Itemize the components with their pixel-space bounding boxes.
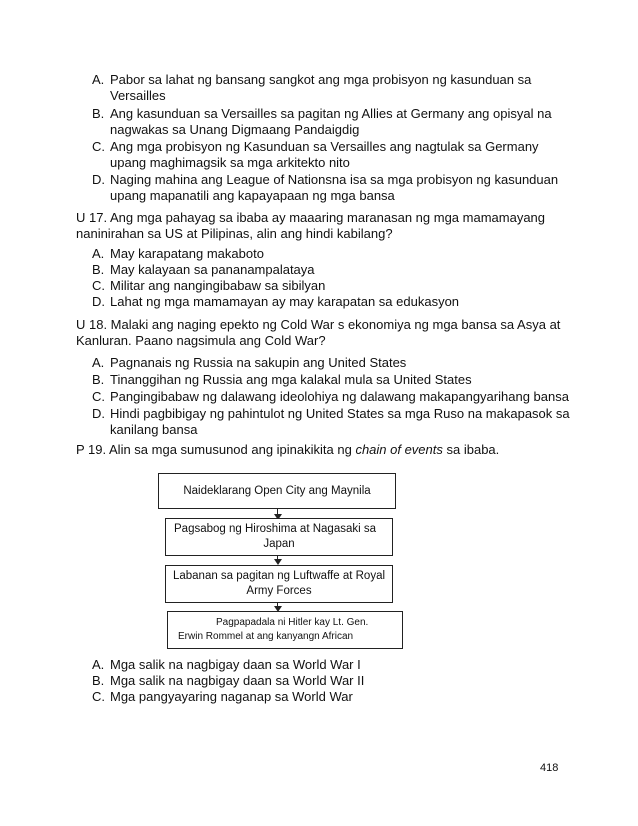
option-letter: D.: [92, 172, 105, 187]
prev-option-a: [92, 72, 531, 88]
q18-option-c: [92, 389, 569, 405]
q18-option-b: [92, 372, 472, 388]
option-letter: A.: [92, 246, 105, 261]
q19-question-italic: chain of events: [355, 442, 443, 457]
option-letter: B.: [92, 372, 105, 387]
q17-question-line-1: U 17. Ang mga pahayag sa ibaba ay maaaring maranasan ng mga mamamayang: [76, 210, 546, 225]
q19-question-suffix: sa ibaba.: [442, 442, 500, 457]
option-letter: B.: [92, 106, 105, 121]
option-text: Mga salik na nagbigay daan sa World War II: [110, 673, 365, 688]
option-letter: C.: [92, 139, 105, 154]
chain-box-3-line-1: Labanan sa pagitan ng Luftwaffe at Royal: [172, 570, 386, 582]
chain-box-4: [167, 611, 403, 649]
prev-option-c-cont: upang maghimagsik sa mga arkitekto nito: [110, 155, 350, 170]
option-letter: C.: [92, 278, 105, 293]
prev-option-a-cont: Versailles: [110, 88, 166, 103]
option-text: Ang kasunduan sa Versailles sa pagitan ng Allies at Germany ang opisyal na: [110, 106, 552, 121]
chain-box-1-text: Naideklarang Open City ang Maynila: [183, 484, 371, 497]
q18-option-a: [92, 355, 406, 371]
chain-box-3-line-2: Army Forces: [246, 585, 312, 597]
option-letter: D.: [92, 406, 105, 421]
chain-box-1: [158, 473, 396, 509]
option-letter: B.: [92, 262, 105, 277]
prev-option-d-cont: upang mapanatili ang kapayapaan ng mga bansa: [110, 188, 395, 203]
prev-option-b: [92, 106, 552, 122]
option-letter: B.: [92, 673, 105, 688]
option-letter: A.: [92, 355, 105, 370]
option-text: May kalayaan sa pananampalataya: [110, 262, 315, 277]
option-letter: C.: [92, 689, 105, 704]
chain-box-4-line-1: Pagpapadala ni Hitler kay Lt. Gen.: [216, 617, 369, 628]
option-text: Naging mahina ang League of Nationsna isa sa mga probisyon ng kasunduan: [110, 172, 559, 187]
q19-question-prefix: P 19. Alin sa mga sumusunod ang ipinakikita ng: [76, 442, 356, 457]
q17-option-b: [92, 262, 315, 278]
chain-box-2-line-1: Pagsabog ng Hiroshima at Nagasaki sa: [174, 523, 377, 535]
option-text: Militar ang nangingibabaw sa sibilyan: [110, 278, 326, 293]
q18-question-line-2: Kanluran. Paano nagsimula ang Cold War?: [76, 333, 326, 348]
q17-option-c: [92, 278, 325, 294]
option-text: Mga salik na nagbigay daan sa World War I: [110, 657, 361, 672]
q19-option-c: [92, 689, 353, 705]
q19-option-b: [92, 673, 364, 689]
option-text: Mga pangyayaring naganap sa World War: [110, 689, 353, 704]
chain-box-2-line-2: Japan: [263, 538, 295, 550]
page-number: 418: [540, 762, 559, 774]
q19-question: [76, 442, 499, 458]
chain-box-4-line-2: Erwin Rommel at ang kanyangn African: [178, 631, 354, 642]
q18-option-d-cont: kanilang bansa: [110, 422, 198, 437]
prev-option-d: [92, 172, 558, 188]
option-letter: D.: [92, 294, 105, 309]
option-text: Hindi pagbibigay ng pahintulot ng United States sa mga Ruso na makapasok sa: [110, 406, 570, 421]
q17-option-d: [92, 294, 459, 310]
prev-option-c: [92, 139, 539, 155]
chain-box-2: [165, 518, 393, 556]
option-text: Lahat ng mga mamamayan ay may karapatan sa edukasyon: [110, 294, 460, 309]
option-letter: A.: [92, 657, 105, 672]
option-letter: A.: [92, 72, 105, 87]
option-text: Pangingibabaw ng dalawang ideolohiya ng dalawang makapangyarihang bansa: [110, 389, 569, 404]
q17-question-line-2: naninirahan sa US at Pilipinas, alin ang hindi kabilang?: [76, 226, 393, 241]
q18-option-d: [92, 406, 570, 422]
option-letter: C.: [92, 389, 105, 404]
option-text: Pagnanais ng Russia na sakupin ang United States: [110, 355, 407, 370]
option-text: Ang mga probisyon ng Kasunduan sa Versailles ang nagtulak sa Germany: [110, 139, 539, 154]
chain-box-3: [165, 565, 393, 603]
prev-option-b-cont: nagwakas sa Unang Digmaang Pandaigdig: [110, 122, 360, 137]
q18-question-line-1: U 18. Malaki ang naging epekto ng Cold War s ekonomiya ng mga bansa sa Asya at: [76, 317, 561, 332]
option-text: Pabor sa lahat ng bansang sangkot ang mga probisyon ng kasunduan sa: [110, 72, 532, 87]
q19-option-a: [92, 657, 361, 673]
option-text: Tinanggihan ng Russia ang mga kalakal mula sa United States: [110, 372, 472, 387]
q17-option-a: [92, 246, 264, 262]
option-text: May karapatang makaboto: [110, 246, 264, 261]
